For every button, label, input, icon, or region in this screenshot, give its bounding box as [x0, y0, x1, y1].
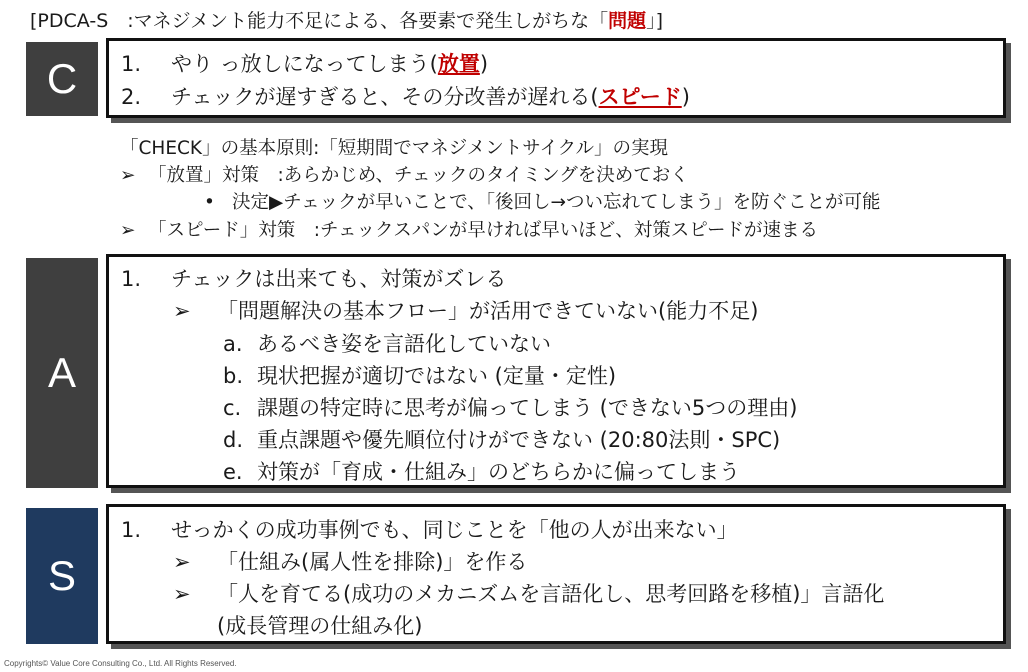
copyright-footer: Copyrights© Value Core Consulting Co., Ltd. All Rights Reserved.	[4, 659, 237, 668]
check-principle: 「CHECK」の基本原則:「短期間でマネジメントサイクル」の実現	[120, 138, 669, 159]
act-point-a: a. あるべき姿を言語化していない	[223, 332, 551, 356]
act-box	[106, 254, 1006, 488]
standard-sub-2: ➢ 「人を育てる(成功のメカニズムを言語化し、思考回路を移植)」言語化	[173, 582, 885, 606]
check-item-1: 1. やり っ放しになってしまう(放置)	[121, 52, 489, 76]
act-point-d: d. 重点課題や優先順位付けができない (20:80法則・SPC)	[223, 428, 781, 452]
page-title: [PDCA-S :マネジメント能力不足による、各要素で発生しがちな「問題」]	[30, 10, 664, 32]
act-point-b: b. 現状把握が適切ではない (定量・定性)	[223, 364, 617, 388]
standard-box	[106, 504, 1006, 644]
check-label: C	[26, 42, 98, 116]
check-box	[106, 38, 1006, 118]
standard-continuation: (成長管理の仕組み化)	[217, 614, 423, 638]
act-label: A	[26, 258, 98, 488]
act-sub: ➢ 「問題解決の基本フロー」が活用できていない(能力不足)	[173, 299, 759, 323]
standard-item-1: 1. せっかくの成功事例でも、同じことを「他の人が出来ない」	[121, 518, 738, 542]
check-bullet-2: • 決定▶チェックが早いことで、「後回し→つい忘れてしまう」を防ぐことが可能	[204, 192, 881, 213]
check-item-2: 2. チェックが遅すぎると、その分改善が遅れる(スピード)	[121, 85, 690, 109]
title-highlight: 問題	[608, 10, 647, 32]
check-bullet-1: ➢ 「放置」対策 :あらかじめ、チェックのタイミングを決めておく	[120, 165, 689, 186]
act-point-e: e. 対策が「育成・仕組み」のどちらかに偏ってしまう	[223, 460, 740, 484]
act-item-1: 1. チェックは出来ても、対策がズレる	[121, 267, 507, 291]
standard-sub-1: ➢ 「仕組み(属人性を排除)」を作る	[173, 550, 528, 574]
check-bullet-3: ➢ 「スピード」対策 :チェックスパンが早ければ早いほど、対策スピードが速まる	[120, 220, 819, 241]
act-point-c: c. 課題の特定時に思考が偏ってしまう (できない5つの理由)	[223, 396, 798, 420]
standard-label: S	[26, 508, 98, 644]
